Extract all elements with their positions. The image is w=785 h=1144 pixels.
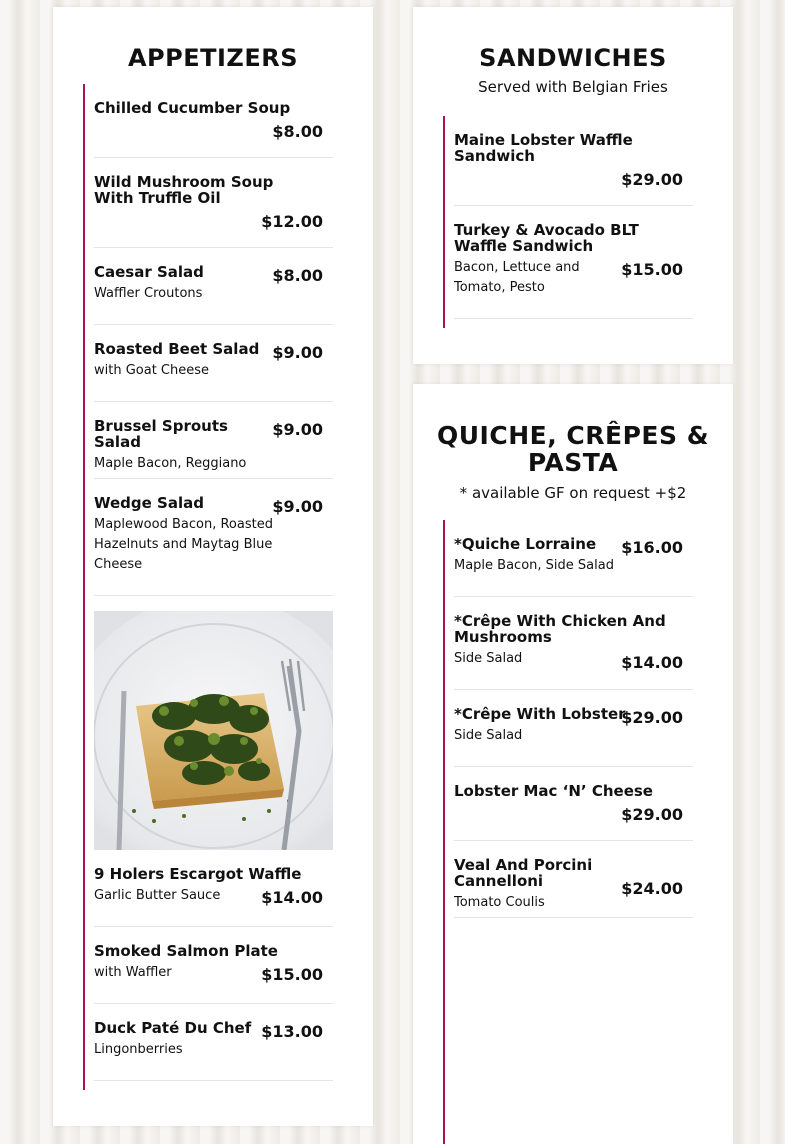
item-description: with Goat Cheese <box>94 363 210 378</box>
item-name: Brussel Sprouts Salad <box>94 417 228 451</box>
item-description: Maplewood Bacon, Roasted Hazelnuts and Maytag Blue Cheese <box>94 517 273 572</box>
quiche-title: QUICHE, CRÊPES & PASTA <box>437 421 709 477</box>
menu-item[interactable] <box>454 690 693 767</box>
sandwiches-card <box>413 7 733 364</box>
menu-item[interactable] <box>454 116 693 206</box>
item-description: Maple Bacon, Reggiano <box>94 456 247 471</box>
menu-item[interactable] <box>94 158 333 248</box>
menu-item[interactable] <box>454 767 693 841</box>
menu-item[interactable] <box>454 841 693 918</box>
item-price: $14.00 <box>261 888 323 907</box>
item-price: $16.00 <box>621 538 683 557</box>
menu-item[interactable] <box>94 402 333 479</box>
item-price: $24.00 <box>621 879 683 898</box>
item-name: *Crêpe With Chicken And Mushrooms <box>454 612 666 646</box>
item-price: $14.00 <box>621 653 683 672</box>
item-name: Caesar Salad <box>94 263 204 281</box>
item-price: $13.00 <box>261 1022 323 1041</box>
menu-item[interactable] <box>454 597 693 690</box>
item-price: $8.00 <box>272 122 323 141</box>
item-name: Lobster Mac ‘N’ Cheese <box>454 782 653 800</box>
menu-item[interactable] <box>94 479 333 596</box>
appetizers-list <box>83 84 333 1090</box>
item-description: Waffler Croutons <box>94 286 203 301</box>
sandwiches-title: SANDWICHES <box>479 44 667 72</box>
item-price: $15.00 <box>621 260 683 279</box>
escargot-waffle-photo <box>94 611 333 850</box>
item-name: Smoked Salmon Plate <box>94 942 278 960</box>
item-price: $9.00 <box>272 497 323 516</box>
item-description: with Waffler <box>94 965 172 980</box>
item-name: Maine Lobster Waffle Sandwich <box>454 131 633 165</box>
item-name: Veal And Porcini Cannelloni <box>454 856 593 890</box>
item-name: Turkey & Avocado BLT Waffle Sandwich <box>454 221 639 255</box>
menu-item[interactable] <box>94 84 333 158</box>
appetizers-card <box>53 7 373 1126</box>
item-description: Side Salad <box>454 651 523 666</box>
quiche-card <box>413 384 733 1144</box>
item-description: Tomato Coulis <box>454 895 545 910</box>
item-price: $8.00 <box>272 266 323 285</box>
sandwiches-subtitle: Served with Belgian Fries <box>478 78 668 96</box>
menu-item[interactable] <box>94 248 333 325</box>
appetizers-title: APPETIZERS <box>127 44 298 72</box>
item-name: 9 Holers Escargot Waffle <box>94 865 302 883</box>
item-price: $29.00 <box>621 708 683 727</box>
menu-item[interactable] <box>94 850 333 927</box>
item-description: Maple Bacon, Side Salad <box>454 558 614 573</box>
menu-item[interactable] <box>454 520 693 597</box>
item-price: $12.00 <box>261 212 323 231</box>
item-name: Chilled Cucumber Soup <box>94 99 291 117</box>
item-name: *Crêpe With Lobster <box>454 705 626 723</box>
item-price: $9.00 <box>272 343 323 362</box>
menu-item[interactable] <box>94 1004 333 1081</box>
item-description: Side Salad <box>454 728 523 743</box>
item-price: $15.00 <box>261 965 323 984</box>
menu-item[interactable] <box>94 325 333 402</box>
item-name: Wild Mushroom Soup With Truffle Oil <box>94 173 274 207</box>
menu-item[interactable] <box>454 206 693 319</box>
item-name: Roasted Beet Salad <box>94 340 260 358</box>
sandwiches-list <box>443 116 693 328</box>
item-name: *Quiche Lorraine <box>454 535 597 553</box>
item-price: $29.00 <box>621 170 683 189</box>
quiche-subtitle: * available GF on request +$2 <box>459 484 687 502</box>
quiche-list <box>443 520 693 1144</box>
menu-item[interactable] <box>94 927 333 1004</box>
item-price: $29.00 <box>621 805 683 824</box>
item-description: Lingonberries <box>94 1042 183 1057</box>
item-name: Wedge Salad <box>94 494 204 512</box>
item-name: Duck Paté Du Chef <box>94 1019 252 1037</box>
item-description: Bacon, Lettuce and Tomato, Pesto <box>454 260 580 295</box>
item-price: $9.00 <box>272 420 323 439</box>
item-description: Garlic Butter Sauce <box>94 888 221 903</box>
